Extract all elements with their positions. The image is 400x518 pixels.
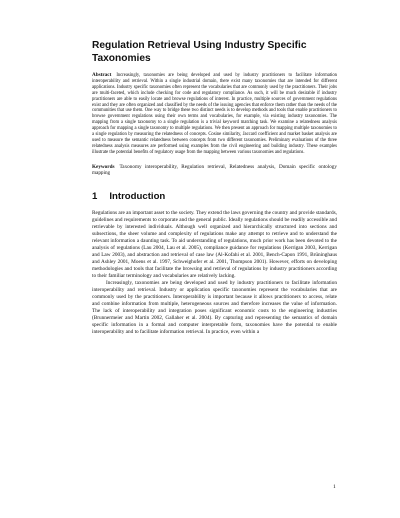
page-number: 1 — [333, 484, 336, 490]
keywords-text: Taxonomy interoperability, Regulation retrieval, Relatedness analysis, Domain specific ontology mapping — [92, 163, 337, 177]
keywords — [92, 164, 337, 177]
abstract-label: Abstract — [92, 72, 112, 78]
paper-title: Regulation Retrieval Using Industry Specific Taxonomies — [92, 40, 307, 64]
section-heading — [92, 191, 337, 203]
section-number: 1 — [92, 190, 98, 202]
section-title: Introduction — [109, 190, 166, 202]
paper-page — [92, 40, 337, 336]
keywords-label: Keywords — [92, 163, 115, 170]
abstract — [92, 73, 337, 156]
body-paragraph: Increasingly, taxonomies are being developed and used by industry practitioners to facilitate information interoperability and retrieval. Industry or application specific taxonomies represent the vocabularies that are commonly used by the practitioners. Interoperability is important because it allows practitioners to access, relate and combine information from multiple, heterogeneous sources and therefore increases the value of information. The lack of interoperability and integration poses significant economic costs to the engineering industries (Brunnermeier and Martin 2002, Gallaher et al. 2004). By capturing and representing the semantics of domain specific information in a formal and computer interpretable form, taxonomies have the potential to enable interoperability and to facilitate information retrieval. In practice, even within a — [92, 279, 337, 336]
body-paragraph: Regulations are an important asset to the society. They extend the laws governing the country and provide standards, guidelines and requirements to corporate and the general public. Ideally regulations should be readily accessible and retrievable by interested individuals. Although well organized and hierarchically structured into sections and subsections, the sheer volume and complexity of regulations make any attempt to retrieve and to understand the relevant information a daunting task. To aid understanding of regulations, much prior work has been devoted to the analysis of regulations (Lau 2004, Lau et al. 2005), compliance guidance for regulations (Kerrigan 2003, Kerrigan and Law 2003), and abstraction and retrieval of case law (Al-Kofahi et al. 2001, Bench-Capon 1991, Brüninghaus and Ashley 2001, Moens et al. 1997, Schweighofer et al. 2001, Thompson 2001). However, efforts on developing methodologies and tools that facilitate the browsing and retrieval of regulations by industry practitioners according to their familiar terminology and vocabularies are relatively lacking. — [92, 209, 337, 279]
abstract-text: Increasingly, taxonomies are being developed and used by industry practitioners to facilitate information interoperability and retrieval. Within a single industrial domain, there exist many taxonomies that are intended for different applications. Industry specific taxonomies often represent the vocabularies that are commonly used by the practitioners. Their jobs are multi-faceted, which include checking for code and regulatory compliance. As such, it will be much desirable if industry practitioners are able to easily locate and browse regulations of interest. In practice, multiple sources of government regulations exist and they are often organized and classified by the needs of the issuing agencies that enforce them rather than the needs of the communities that use them. One way to bridge these two distinct needs is to develop methods and tools that enable practitioners to browse government regulations using their own terms and vocabularies, for example, via existing industry taxonomies. The mapping from a single taxonomy to a single regulation is a trivial keyword matching task. We examine a relatedness analysis approach for mapping a single taxonomy to multiple regulations. We then present an approach for mapping multiple taxonomies to a single regulation by measuring the relatedness of concepts. Cosine similarity, Jaccard coefficient and market basket analysis are used to measure the semantic relatedness between concepts from two different taxonomies. Preliminary evaluations of the three relatedness analysis measures are performed using examples from the civil engineering and building industry. These examples illustrate the potential benefits of regulatory usage from the mapping between various taxonomies and regulations. — [92, 73, 337, 155]
